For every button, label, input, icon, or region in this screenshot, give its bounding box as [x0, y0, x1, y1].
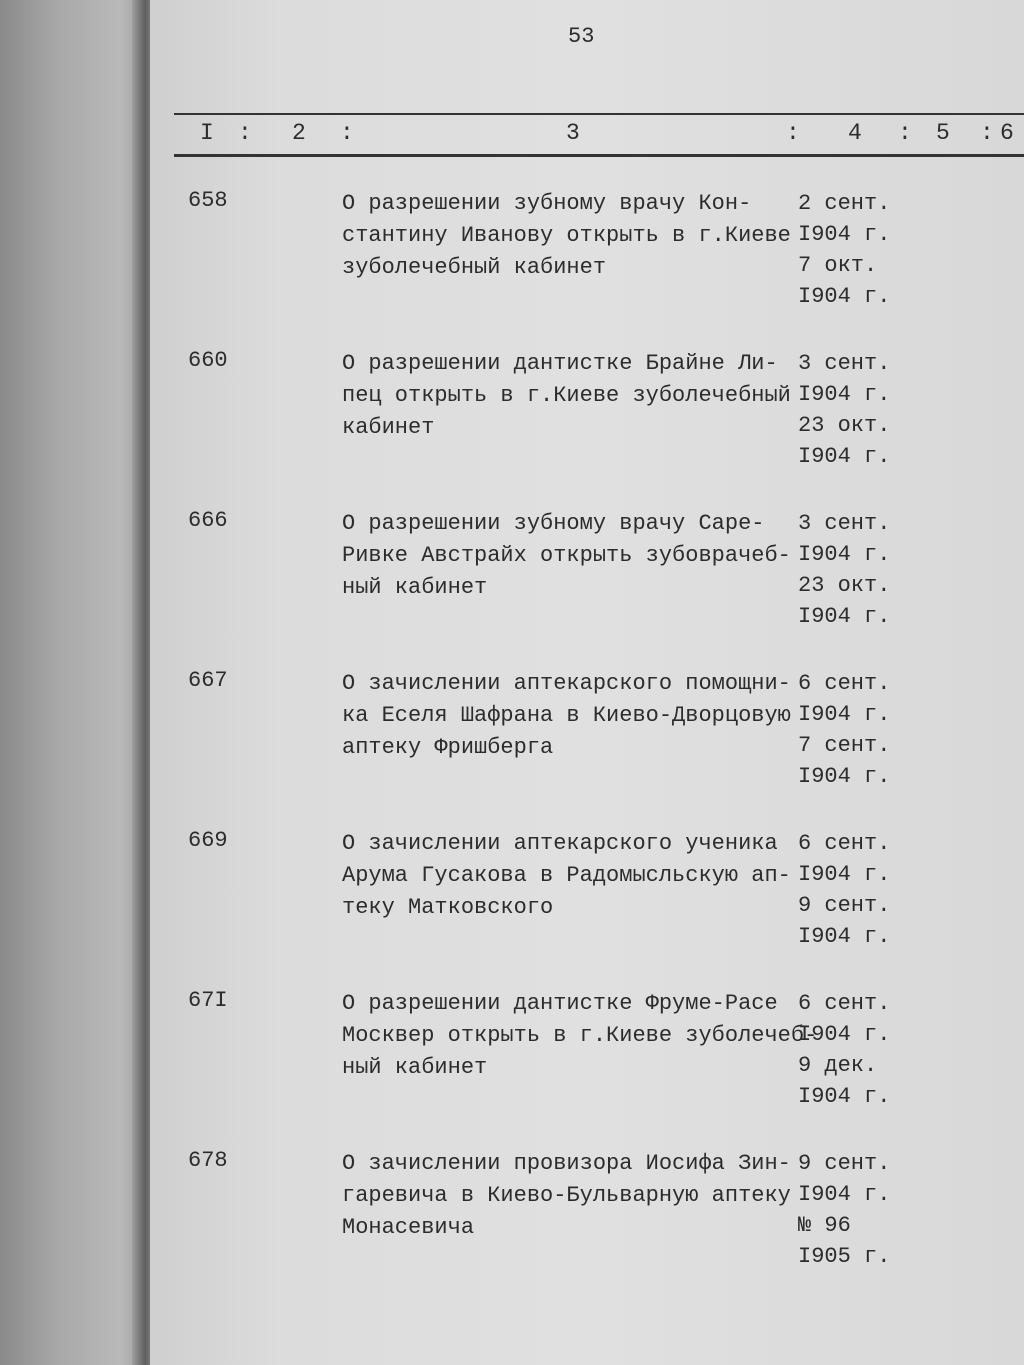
table-row	[150, 1148, 1024, 1298]
end-date: 23 окт.	[798, 413, 891, 438]
column-separator-5: :	[980, 120, 994, 146]
description-line: ка Еселя Шафрана в Киево-Дворцовую	[342, 703, 791, 728]
start-date: 9 сент.	[798, 1151, 891, 1176]
start-year: I904 г.	[798, 222, 891, 247]
entry-description	[342, 988, 818, 1084]
entry-dates	[798, 828, 890, 952]
end-year: I905 г.	[798, 1244, 891, 1269]
entry-number: 67I	[188, 988, 228, 1013]
entry-description	[342, 668, 802, 764]
table-row	[150, 188, 1024, 338]
entry-description	[342, 508, 802, 604]
column-separator-2: :	[340, 120, 354, 146]
entry-number: 658	[188, 188, 228, 213]
start-year: I904 г.	[798, 382, 891, 407]
start-year: I904 г.	[798, 1022, 891, 1047]
entry-number: 660	[188, 348, 228, 373]
description-line: Арума Гусакова в Радомысльскую ап-	[342, 863, 791, 888]
start-date: 3 сент.	[798, 511, 891, 536]
column-header-4: 4	[848, 120, 862, 146]
facing-page	[0, 0, 150, 1365]
column-separator-3: :	[786, 120, 800, 146]
column-header-5: 5	[936, 120, 950, 146]
description-line: гаревича в Киево-Бульварную аптеку	[342, 1183, 791, 1208]
header-rule-top	[174, 113, 1024, 115]
column-separator-4: :	[898, 120, 912, 146]
entry-dates	[798, 1148, 890, 1272]
start-date: 2 сент.	[798, 191, 891, 216]
end-date: 9 сент.	[798, 893, 891, 918]
end-date: № 96	[798, 1213, 851, 1238]
entry-dates	[798, 988, 890, 1112]
entry-description	[342, 348, 802, 444]
description-line: О разрешении зубному врачу Саре-	[342, 511, 765, 536]
description-line: О зачислении провизора Иосифа Зин-	[342, 1151, 791, 1176]
start-date: 6 сент.	[798, 671, 891, 696]
end-year: I904 г.	[798, 444, 891, 469]
table-row	[150, 988, 1024, 1138]
start-date: 6 сент.	[798, 831, 891, 856]
start-year: I904 г.	[798, 862, 891, 887]
document-page	[150, 0, 1024, 1365]
entry-number: 666	[188, 508, 228, 533]
table-row	[150, 668, 1024, 818]
start-year: I904 г.	[798, 542, 891, 567]
column-header-6: 6	[1000, 120, 1014, 146]
table-row	[150, 828, 1024, 978]
start-date: 3 сент.	[798, 351, 891, 376]
description-line: ный кабинет	[342, 1055, 488, 1080]
entry-dates	[798, 668, 890, 792]
description-line: теку Матковского	[342, 895, 554, 920]
entry-description	[342, 188, 802, 284]
description-line: кабинет	[342, 415, 435, 440]
end-year: I904 г.	[798, 284, 891, 309]
end-year: I904 г.	[798, 604, 891, 629]
column-header-2: 2	[292, 120, 306, 146]
description-line: зуболечебный кабинет	[342, 255, 607, 280]
description-line: Монасевича	[342, 1215, 475, 1240]
entry-number: 678	[188, 1148, 228, 1173]
description-line: ный кабинет	[342, 575, 488, 600]
start-date: 6 сент.	[798, 991, 891, 1016]
column-header-1: I	[200, 120, 214, 146]
description-line: О разрешении зубному врачу Кон-	[342, 191, 752, 216]
end-date: 23 окт.	[798, 573, 891, 598]
header-rule-bottom	[174, 154, 1024, 157]
end-year: I904 г.	[798, 1084, 891, 1109]
description-line: О зачислении аптекарского ученика	[342, 831, 778, 856]
description-line: Ривке Австрайх открыть зубоврачеб-	[342, 543, 791, 568]
entry-number: 669	[188, 828, 228, 853]
entry-description	[342, 1148, 802, 1244]
description-line: О разрешении дантистке Фруме-Расе	[342, 991, 778, 1016]
end-date: 9 дек.	[798, 1053, 878, 1078]
end-year: I904 г.	[798, 764, 891, 789]
column-separator-1: :	[238, 120, 252, 146]
description-line: О зачислении аптекарского помощни-	[342, 671, 791, 696]
entry-number: 667	[188, 668, 228, 693]
description-line: стантину Иванову открыть в г.Киеве	[342, 223, 791, 248]
entry-description	[342, 828, 802, 924]
entry-dates	[798, 508, 890, 632]
start-year: I904 г.	[798, 702, 891, 727]
table-row	[150, 348, 1024, 498]
description-line: пец открыть в г.Киеве зуболечебный	[342, 383, 791, 408]
description-line: Москвер открыть в г.Киеве зуболечеб-	[342, 1023, 818, 1048]
end-year: I904 г.	[798, 924, 891, 949]
table-row	[150, 508, 1024, 658]
end-date: 7 окт.	[798, 253, 878, 278]
entry-dates	[798, 188, 890, 312]
start-year: I904 г.	[798, 1182, 891, 1207]
description-line: аптеку Фришберга	[342, 735, 554, 760]
page-number: 53	[568, 24, 595, 49]
column-header-3: 3	[566, 120, 580, 146]
entry-dates	[798, 348, 890, 472]
end-date: 7 сент.	[798, 733, 891, 758]
description-line: О разрешении дантистке Брайне Ли-	[342, 351, 778, 376]
